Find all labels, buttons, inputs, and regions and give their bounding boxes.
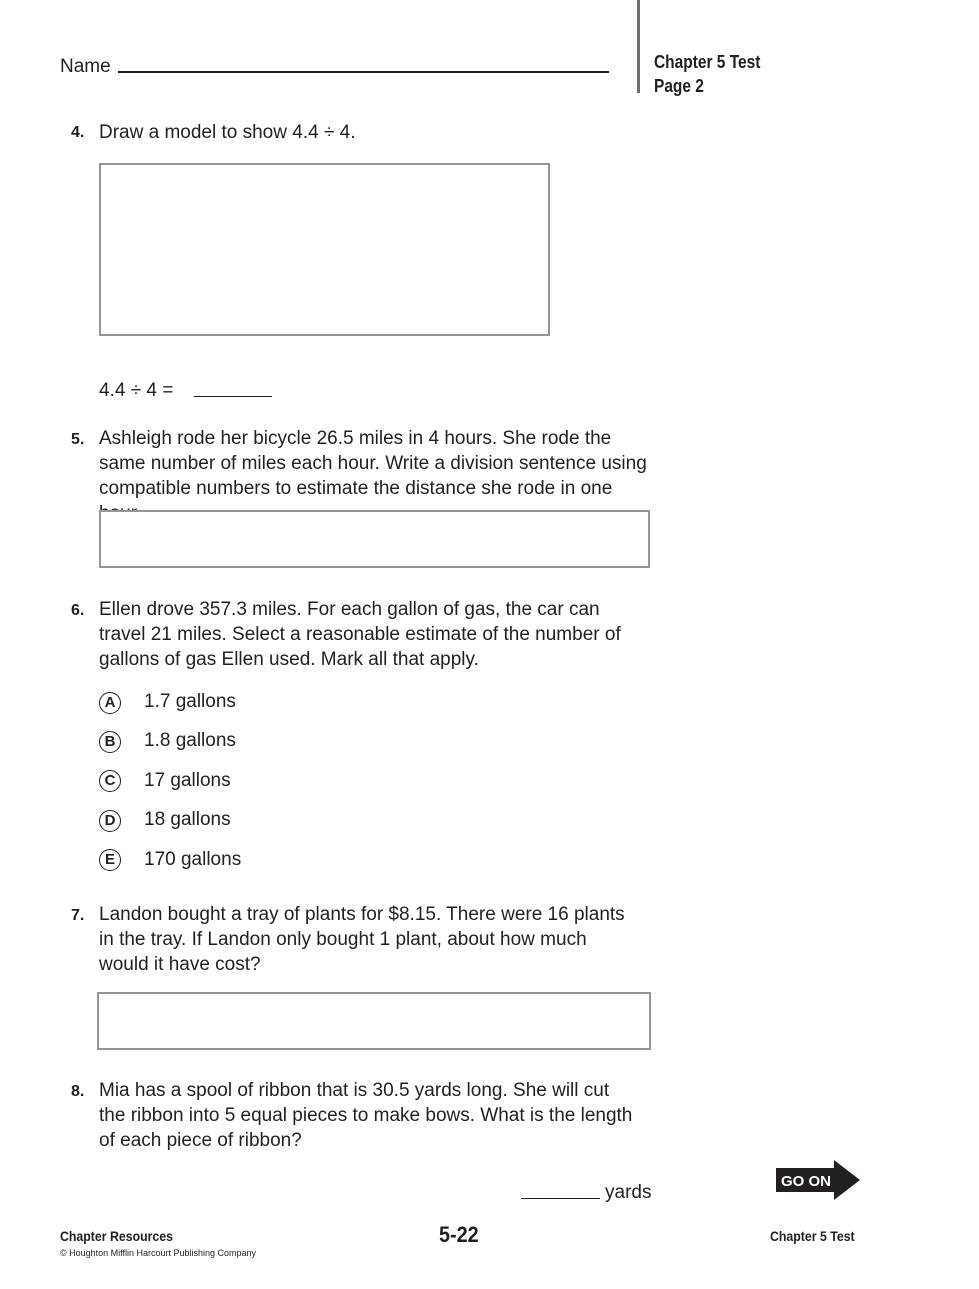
option-c-text: 17 gallons bbox=[144, 770, 231, 791]
question-5-line: compatible numbers to estimate the distance she rode in one bbox=[99, 478, 613, 499]
footer-chapter-test: Chapter 5 Test bbox=[770, 1228, 855, 1244]
question-8-line: the ribbon into 5 equal pieces to make bows. What is the length bbox=[99, 1105, 633, 1126]
option-b-text: 1.8 gallons bbox=[144, 730, 236, 751]
header-divider bbox=[637, 0, 640, 93]
option-a-text: 1.7 gallons bbox=[144, 691, 236, 712]
option-e-text: 170 gallons bbox=[144, 849, 242, 870]
option-d-bubble[interactable]: D bbox=[99, 810, 121, 832]
question-8-number: 8. bbox=[71, 1083, 85, 1100]
name-input-line[interactable] bbox=[118, 71, 609, 73]
go-on-arrow-icon bbox=[776, 1160, 860, 1200]
question-7-line: Landon bought a tray of plants for $8.15. There were 16 plants bbox=[99, 904, 625, 925]
question-6-line: Ellen drove 357.3 miles. For each gallon of gas, the car can bbox=[99, 599, 600, 620]
option-c-bubble[interactable]: C bbox=[99, 770, 121, 792]
question-8-text bbox=[99, 1078, 659, 1153]
question-6-text bbox=[99, 597, 659, 672]
question-4-number: 4. bbox=[71, 124, 85, 141]
question-8-line: Mia has a spool of ribbon that is 30.5 yards long. She will cut bbox=[99, 1080, 610, 1101]
footer-copyright: © Houghton Mifflin Harcourt Publishing Company bbox=[60, 1248, 257, 1258]
question-4-model-box[interactable] bbox=[99, 163, 550, 336]
option-b-bubble[interactable]: B bbox=[99, 731, 121, 753]
page-label: Page 2 bbox=[654, 76, 704, 96]
question-8-answer-blank[interactable] bbox=[521, 1198, 600, 1199]
question-5-answer-box[interactable] bbox=[99, 510, 650, 568]
question-7-number: 7. bbox=[71, 907, 85, 924]
question-4-equation: 4.4 ÷ 4 = bbox=[99, 380, 174, 401]
chapter-title: Chapter 5 Test bbox=[654, 52, 761, 72]
question-5-line: Ashleigh rode her bicycle 26.5 miles in 4 hours. She rode the bbox=[99, 428, 612, 449]
footer-chapter-resources: Chapter Resources bbox=[60, 1228, 173, 1244]
question-7-line: in the tray. If Landon only bought 1 plant, about how much bbox=[99, 929, 587, 950]
question-5-number: 5. bbox=[71, 431, 85, 448]
question-7-answer-box[interactable] bbox=[97, 992, 651, 1050]
question-4-answer-blank[interactable] bbox=[194, 396, 272, 397]
option-d-text: 18 gallons bbox=[144, 809, 231, 830]
question-7-line: would it have cost? bbox=[99, 954, 261, 975]
question-5-line: same number of miles each hour. Write a division sentence using bbox=[99, 453, 647, 474]
question-8-unit: yards bbox=[605, 1182, 652, 1203]
option-a-bubble[interactable]: A bbox=[99, 692, 121, 714]
question-6-line: travel 21 miles. Select a reasonable estimate of the number of bbox=[99, 624, 621, 645]
name-label: Name bbox=[60, 56, 111, 77]
question-6-number: 6. bbox=[71, 602, 85, 619]
question-4-text: Draw a model to show 4.4 ÷ 4. bbox=[99, 122, 356, 143]
option-e-bubble[interactable]: E bbox=[99, 849, 121, 871]
go-on-label: GO ON bbox=[781, 1173, 832, 1190]
question-7-text bbox=[99, 902, 659, 977]
question-8-line: of each piece of ribbon? bbox=[99, 1130, 302, 1151]
page-number: 5-22 bbox=[439, 1222, 479, 1247]
question-6-line: gallons of gas Ellen used. Mark all that apply. bbox=[99, 649, 479, 670]
